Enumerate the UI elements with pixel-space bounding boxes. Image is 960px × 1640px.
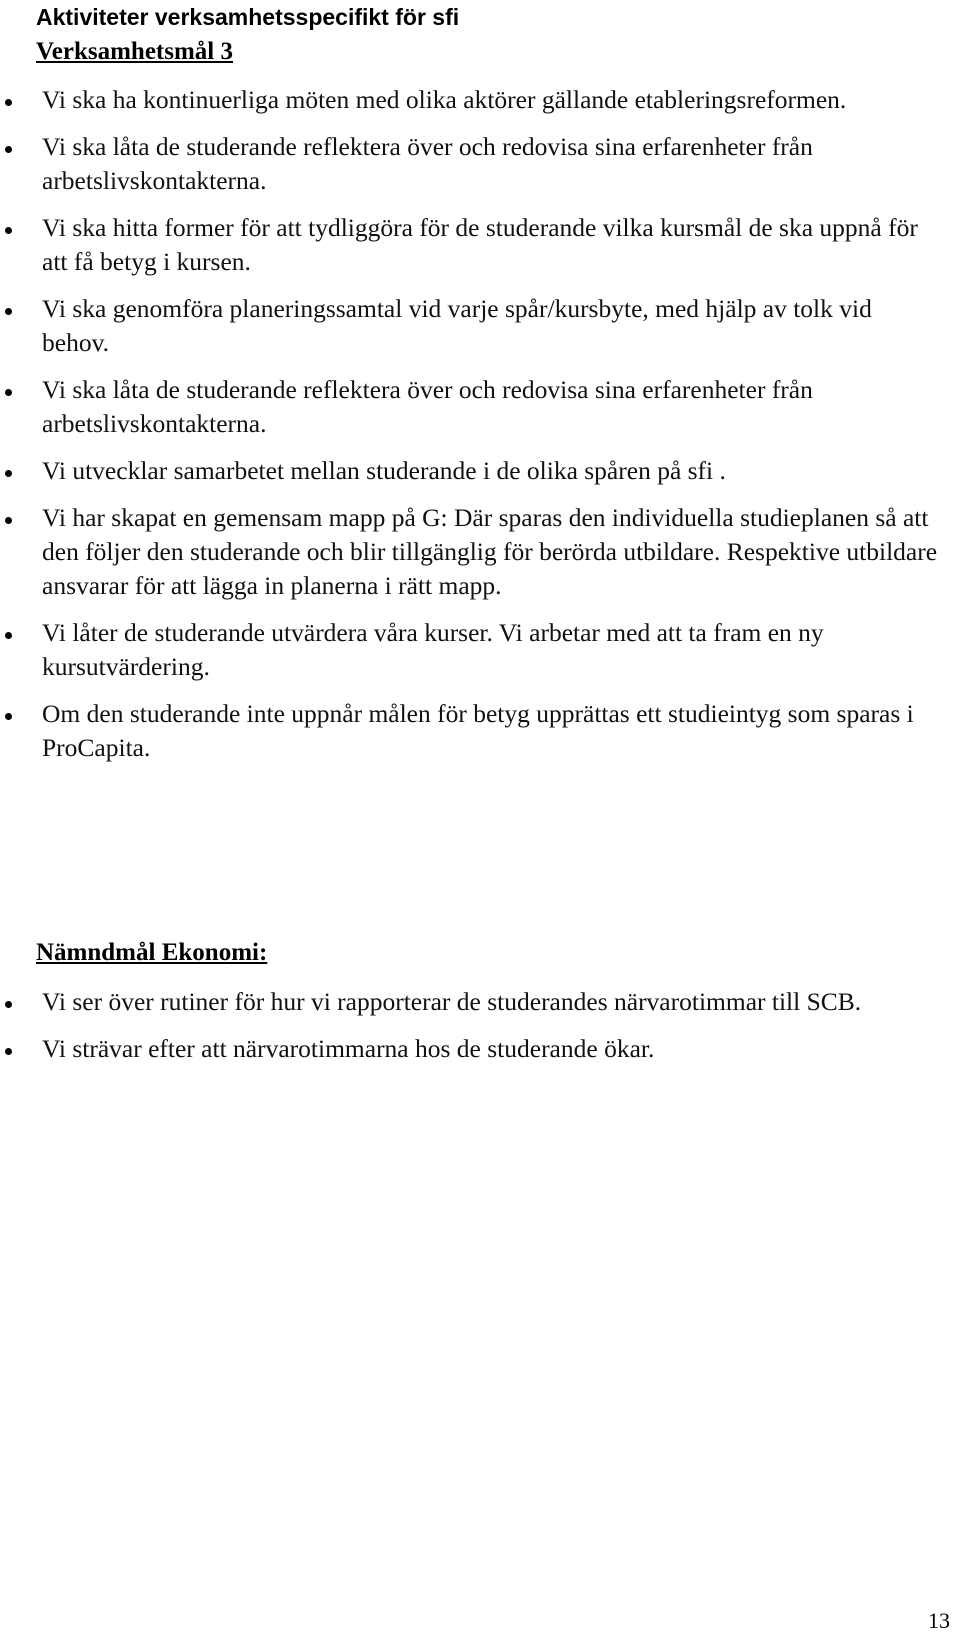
list-item-text: Vi strävar efter att närvarotimmarna hos de studerande ökar.: [42, 1034, 655, 1063]
goal-3-list: [0, 83, 960, 778]
page-heading: Aktiviteter verksamhetsspecifikt för sfi: [36, 4, 460, 30]
list-item: [0, 616, 960, 684]
list-item: [0, 130, 960, 198]
list-item-text: Vi ska genomföra planeringssamtal vid varje spår/kursbyte, med hjälp av tolk vid behov.: [42, 294, 872, 357]
bullet-icon: [5, 470, 12, 477]
list-item-text: Om den studerande inte uppnår målen för betyg upprättas ett studieintyg som sparas i ProCapita.: [42, 699, 914, 762]
bullet-icon: [5, 99, 12, 106]
list-item-text: Vi utvecklar samarbetet mellan studerande i de olika spåren på sfi .: [42, 456, 726, 485]
list-item: [0, 454, 960, 488]
bullet-icon: [5, 1001, 12, 1008]
list-item-text: Vi ska låta de studerande reflektera över och redovisa sina erfarenheter från arbetslivskontakterna.: [42, 132, 813, 195]
list-item-text: Vi ska låta de studerande reflektera över och redovisa sina erfarenheter från arbetslivskontakterna.: [42, 375, 813, 438]
bullet-icon: [5, 517, 12, 524]
list-item-text: Vi låter de studerande utvärdera våra kurser. Vi arbetar med att ta fram en ny kursutvärdering.: [42, 618, 824, 681]
list-item: [0, 1032, 960, 1066]
list-item: [0, 211, 960, 279]
list-item: [0, 501, 960, 603]
bullet-icon: [5, 146, 12, 153]
bullet-icon: [5, 389, 12, 396]
bullet-icon: [5, 227, 12, 234]
economy-heading: Nämndmål Ekonomi:: [36, 939, 268, 966]
goal-3-heading: Verksamhetsmål 3: [36, 38, 233, 65]
bullet-icon: [5, 713, 12, 720]
page-number: 13: [928, 1608, 950, 1633]
bullet-icon: [5, 308, 12, 315]
list-item-text: Vi har skapat en gemensam mapp på G: Där sparas den individuella studieplanen så att den följer den studerande och blir tillgänglig för berörda utbildare. Respektive utbildare ansvarar för att lägga in planerna i rätt mapp.: [42, 503, 938, 600]
list-item: [0, 697, 960, 765]
economy-list: [0, 985, 960, 1079]
list-item: [0, 373, 960, 441]
list-item-text: Vi ska hitta former för att tydliggöra för de studerande vilka kursmål de ska uppnå för att få betyg i kursen.: [42, 213, 918, 276]
list-item: [0, 985, 960, 1019]
bullet-icon: [5, 632, 12, 639]
bullet-icon: [5, 1048, 12, 1055]
list-item-text: Vi ser över rutiner för hur vi rapporterar de studerandes närvarotimmar till SCB.: [42, 987, 862, 1016]
list-item: [0, 83, 960, 117]
list-item: [0, 292, 960, 360]
list-item-text: Vi ska ha kontinuerliga möten med olika aktörer gällande etableringsreformen.: [42, 85, 847, 114]
